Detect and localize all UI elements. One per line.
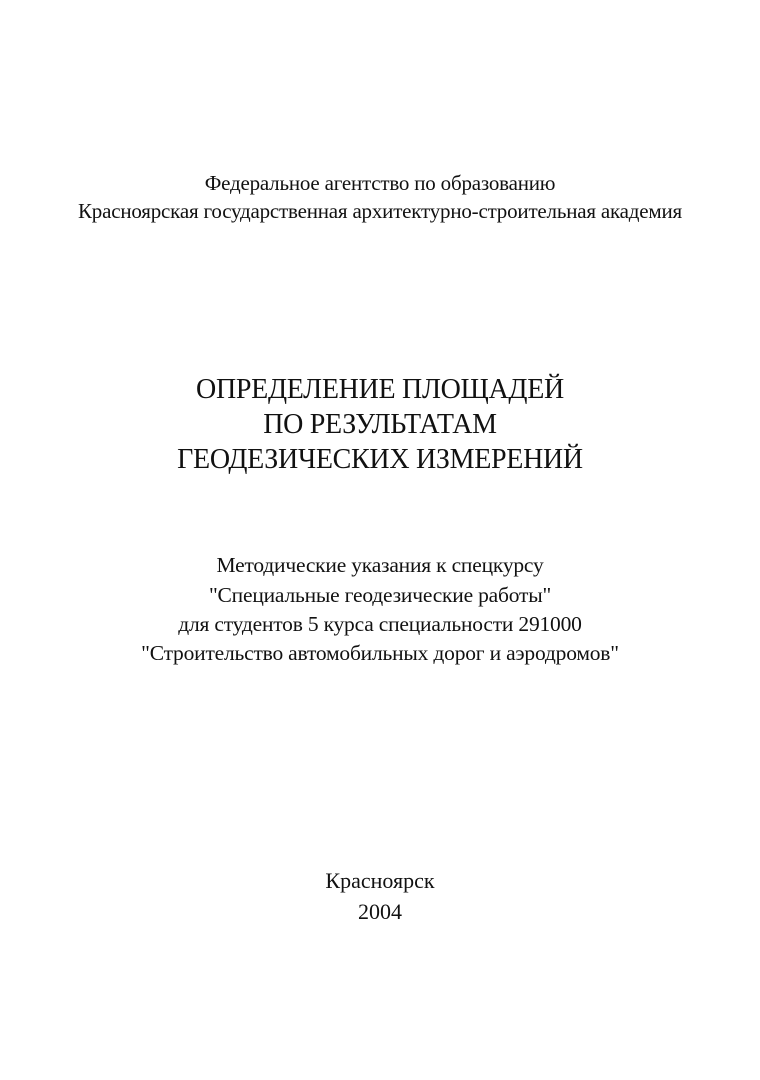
document-title-line-3: ГЕОДЕЗИЧЕСКИХ ИЗМЕРЕНИЙ [177, 444, 583, 475]
publication-year: 2004 [358, 899, 402, 924]
academy-name: Красноярская государственная архитектурно-строительная академия [78, 199, 682, 223]
description-line-4: "Строительство автомобильных дорог и аэродромов" [141, 641, 619, 665]
description-line-1: Методические указания к спецкурсу [216, 553, 544, 577]
description-line-2: "Специальные геодезические работы" [208, 583, 552, 607]
document-title-line-2: ПО РЕЗУЛЬТАТАМ [263, 409, 497, 440]
publication-city: Красноярск [325, 868, 435, 893]
agency-name: Федеральное агентство по образованию [204, 171, 556, 195]
document-title-line-1: ОПРЕДЕЛЕНИЕ ПЛОЩАДЕЙ [196, 374, 564, 405]
description-line-3: для студентов 5 курса специальности 291000 [178, 612, 582, 636]
